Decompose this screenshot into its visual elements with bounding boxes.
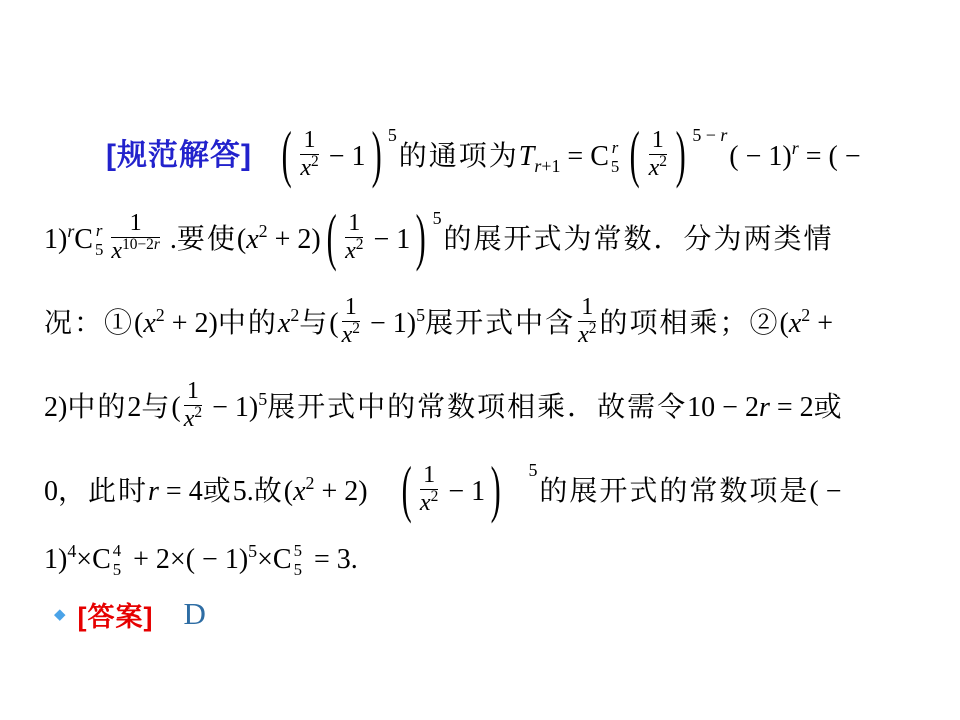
line-content [44,456,842,526]
math-content [44,204,834,274]
big-paren: ( [401,456,412,526]
math-variable: x [345,238,356,265]
high-superscript [692,125,727,145]
math-line-6 [44,536,924,588]
superscript [156,305,165,325]
math-text: 5 [258,389,268,410]
math-text: ( − 1) [729,141,792,173]
math-text: 5 [112,560,122,580]
stack-subscript [95,241,103,260]
big-paren: ( [281,120,292,191]
superscript [194,404,202,421]
fraction-numerator [300,128,318,155]
answer-value: D [183,596,206,631]
fraction [345,211,363,265]
math-text: − 1 [366,224,411,256]
chinese-text: 与 [141,392,172,424]
fraction-numerator [184,379,202,406]
math-variable: x [143,308,156,340]
math-variable: x [246,224,259,256]
math-text: 5 [528,460,538,481]
superscript [259,221,268,241]
math-text: 2 [305,473,315,494]
math-text: 5 [387,125,397,146]
math-variable: x [293,476,306,508]
math-variable: x [341,322,353,349]
chinese-text: 或 [813,392,844,424]
math-text: 5 [293,560,302,580]
chinese-text: 的展开式的常数项是 [539,476,810,508]
math-text: 2 [290,305,300,326]
math-text: 2 [659,152,667,170]
math-text: + 2) [314,476,396,508]
stack-superscript [612,139,619,158]
high-superscript [528,460,537,480]
math-variable: x [300,155,311,182]
solution-label: [规范解答] [106,139,252,173]
math-text: 1 [651,126,664,153]
fraction-denominator [300,152,319,182]
math-text: 5 − [692,125,721,146]
math-text: 5 [416,305,426,326]
math-text: 5 [293,541,302,561]
math-text: 2 [194,403,203,421]
chinese-text: 的项相乘；② [599,308,780,340]
math-text: 1 [129,209,142,236]
line-content [44,120,861,191]
stack-superscript [96,222,103,241]
superscript [311,153,319,170]
superscript [122,236,160,253]
superscript [352,320,360,337]
math-text: 2 [352,319,360,337]
math-content [44,293,834,349]
big-paren: ) [675,120,686,191]
fraction-numerator [578,295,596,322]
math-text: 4 [67,541,77,562]
superscript [356,236,364,253]
math-text: 2 [355,235,364,253]
math-text: + [810,308,834,340]
math-variable: T [518,141,535,173]
fraction [649,128,667,182]
math-variable: r [153,235,160,253]
math-text: 2 [258,221,268,242]
math-text: 1) [44,224,68,256]
math-text: 2) [44,392,68,424]
stack-subscript [294,561,302,580]
stack-superscript [294,542,302,561]
chinese-text: 故 [253,476,284,508]
fraction-denominator [183,403,203,433]
line-content [44,543,358,581]
big-paren: ) [371,120,382,191]
math-text: 1 [344,293,357,320]
math-variable: x [111,238,123,265]
line-content [44,293,834,353]
math-text: ( [283,476,294,508]
math-text: 2 [588,319,597,337]
math-text: ( [236,224,247,256]
math-variable: r [67,221,75,242]
math-line-4 [44,368,924,452]
math-text: 1 [581,293,594,320]
math-line-5 [44,452,924,536]
stack-superscript [113,542,121,561]
math-text: 2 [801,305,811,326]
fraction-denominator [648,152,667,182]
chinese-text: 要使 [176,224,237,256]
math-content [44,456,842,526]
superscript [306,473,315,493]
math-text: − 1) [363,308,417,340]
math-text: − 1 [321,141,366,173]
big-paren: ( [629,120,640,191]
math-text: 2 [155,305,165,326]
superscript [792,138,799,158]
fraction [184,379,202,433]
math-variable: r [720,125,728,146]
math-text: = 4 [158,476,203,508]
math-variable: x [788,308,802,340]
chinese-text: 或 [202,476,233,508]
fraction-denominator [341,319,360,349]
chinese-text: 展开式中的常数项相乘．故需令 [267,392,688,424]
subscript [534,156,560,176]
chinese-text: 况：① [44,308,135,340]
chinese-text: 中的 [67,392,128,424]
math-text: 10 − 2 [687,392,759,424]
stack-subscript [611,158,619,177]
answer-label: [答案] [77,601,154,632]
math-text: = 2 [769,392,814,424]
math-content [44,377,844,433]
math-text [506,476,527,507]
fraction-numerator [345,211,363,238]
script-stack [95,222,103,260]
fraction-numerator [342,295,360,322]
math-text: 5. [232,476,254,508]
chinese-text: 的通项为 [398,141,519,173]
math-text: 0 [44,476,58,508]
stack-subscript [113,561,121,580]
big-paren: ) [490,456,501,526]
math-content [44,541,358,580]
high-superscript [433,208,442,228]
fraction-denominator [419,487,439,517]
math-text: 1 [423,461,436,488]
math-text: . [162,224,177,256]
math-text: 1) [44,544,68,576]
math-text: ×C [257,544,292,576]
math-variable: r [611,138,619,158]
math-text: + 2×( − 1) [126,544,249,576]
math-variable: r [791,138,799,159]
math-text: +1 [541,155,561,176]
math-variable: r [758,392,770,424]
math-line-1 [44,116,924,200]
math-text: 5 [94,240,104,260]
math-text: + 2) [164,308,218,340]
math-text: ( [779,308,789,340]
superscript [67,541,76,561]
math-variable: r [148,476,159,508]
math-variable: x [648,155,660,182]
fraction [420,463,438,517]
fraction [578,295,596,349]
math-variable: x [419,490,431,517]
high-superscript [388,125,397,145]
math-text: 2 [430,487,439,505]
superscript [659,153,667,170]
fraction [342,295,360,349]
math-text: − 1 [441,476,486,508]
superscript [589,320,597,337]
fraction-denominator [345,235,364,265]
superscript [248,541,257,561]
line-content [44,377,844,437]
big-paren: ( [326,204,337,274]
math-text: 5 [432,208,442,229]
math-variable: x [183,406,195,433]
math-text: = C [560,141,609,173]
math-text: C [74,224,93,256]
answer-line [44,594,924,634]
fraction [300,128,318,182]
math-text: ( [171,392,181,424]
math-text: 5 [610,157,620,177]
math-text: = ( − [798,141,861,173]
fraction-numerator [111,211,160,238]
chinese-text: ，此时 [58,476,149,508]
math-variable: x [277,308,291,340]
math-variable: x [578,322,589,349]
math-text: 1 [303,126,316,153]
math-line-3 [44,284,924,368]
chinese-text: 展开式中含 [425,308,576,340]
math-text: + 2) [267,224,321,256]
math-text: 2 [127,392,142,424]
math-text: 1 [348,209,361,236]
math-line-2 [44,200,924,284]
math-text: 1 [186,377,199,404]
math-text: 10−2 [122,235,154,253]
big-paren: ) [415,204,426,274]
superscript [258,389,267,409]
chinese-text: 与 [299,308,330,340]
math-text: − 1) [205,392,259,424]
math-text: 4 [112,541,122,561]
math-text: ( − [809,476,842,508]
fraction [111,211,160,265]
fraction-numerator [649,128,667,155]
diamond-bullet-icon: ◆ [54,606,66,623]
fraction-denominator [111,235,160,265]
script-stack [294,542,302,580]
superscript [801,305,810,325]
math-content [276,120,861,191]
math-text: ×C [76,544,111,576]
superscript [431,488,439,505]
chinese-text: 中的 [217,308,278,340]
superscript [290,305,299,325]
line-content [44,204,834,274]
script-stack [611,139,619,177]
math-variable: r [534,155,542,176]
math-text: ( [134,308,144,340]
math-text: 2 [311,152,319,170]
fraction-denominator [578,319,597,349]
script-stack [113,542,121,580]
chinese-text: 的展开式为常数．分为两类情 [443,224,834,256]
math-text: ( [329,308,339,340]
fraction-numerator [420,463,438,490]
superscript [416,305,425,325]
math-text: = 3. [306,544,358,576]
math-text: 5 [248,541,258,562]
superscript [67,221,74,241]
math-variable: r [95,221,103,241]
